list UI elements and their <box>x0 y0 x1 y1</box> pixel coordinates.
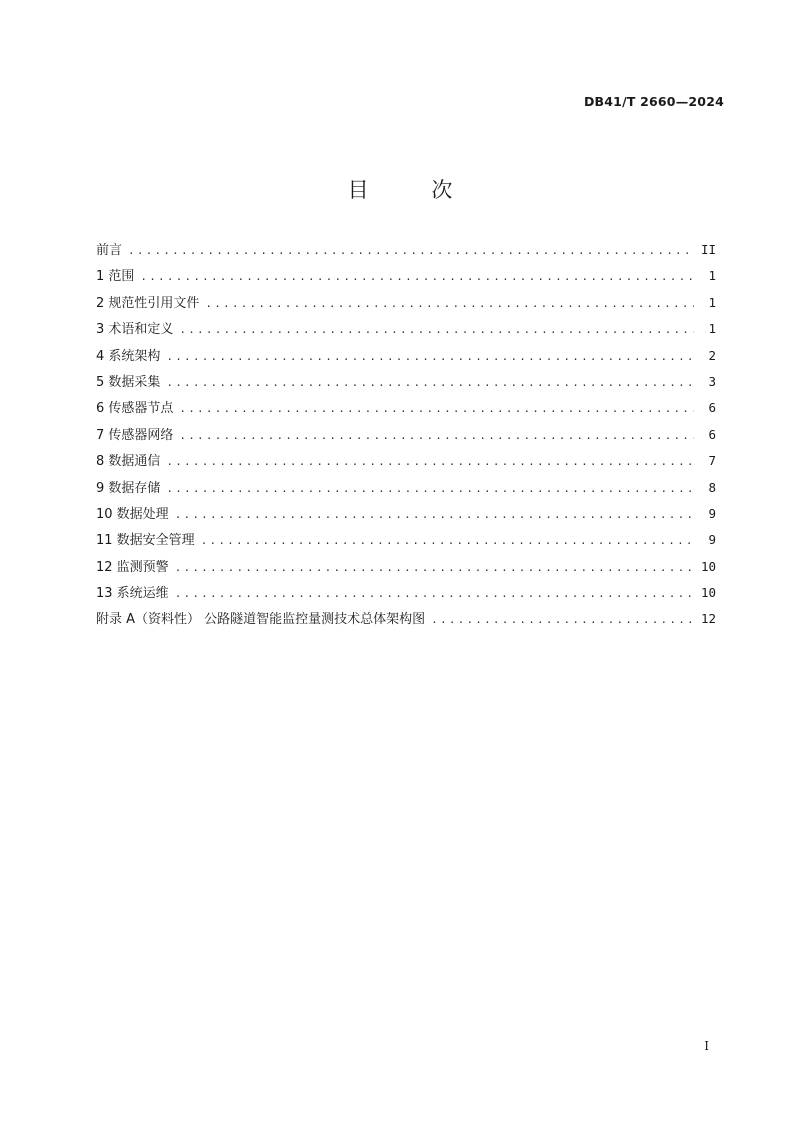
toc-entry-label: 7 传感器网络 <box>96 427 174 443</box>
toc-entry-label: 13 系统运维 <box>96 586 169 602</box>
toc-entry-9[interactable] <box>96 478 716 504</box>
toc-entry-label: 10 数据处理 <box>96 506 169 522</box>
toc-dot-leader <box>166 452 694 472</box>
toc-dot-leader <box>179 320 694 340</box>
toc-entry-2[interactable] <box>96 293 716 319</box>
toc-entry-page: 7 <box>708 453 716 469</box>
toc-entry-5[interactable] <box>96 372 716 398</box>
toc-entry-page: 1 <box>708 294 716 310</box>
toc-entry-page: 12 <box>700 611 716 627</box>
toc-entry-page: 8 <box>708 479 716 495</box>
toc-entry-page: 1 <box>708 321 716 337</box>
toc-entry-label: 9 数据存储 <box>96 480 161 496</box>
toc-entry-8[interactable] <box>96 451 716 477</box>
toc-entry-label: 2 规范性引用文件 <box>96 295 200 311</box>
toc-dot-leader <box>166 347 694 367</box>
toc-entry-page: 9 <box>708 505 716 521</box>
toc-entry-11[interactable] <box>96 530 716 556</box>
toc-dot-leader <box>166 373 694 393</box>
toc-entry-13[interactable] <box>96 583 716 609</box>
toc-entry-7[interactable] <box>96 425 716 451</box>
toc-entry-label: 1 范围 <box>96 269 135 285</box>
page-number: I <box>704 1039 709 1053</box>
toc-entry-label: 5 数据采集 <box>96 374 161 390</box>
toc-entry-label: 附录 A（资料性） 公路隧道智能监控量测技术总体架构图 <box>96 612 426 628</box>
toc-dot-leader <box>175 505 694 525</box>
toc-entry-4[interactable] <box>96 346 716 372</box>
toc-entry-6[interactable] <box>96 398 716 424</box>
document-code: DB41/T 2660—2024 <box>583 94 724 109</box>
toc-entry-page: 10 <box>700 558 716 574</box>
toc-title: 目 次 <box>347 178 481 202</box>
toc-entry-12[interactable] <box>96 557 716 583</box>
toc-dot-leader <box>175 584 693 604</box>
toc-entry-label: 12 监测预警 <box>96 559 169 575</box>
toc-dot-leader <box>179 426 694 446</box>
toc-dot-leader <box>201 531 694 551</box>
toc-entry-page: 3 <box>708 373 716 389</box>
toc-dot-leader <box>205 294 694 314</box>
toc-entry-label: 3 术语和定义 <box>96 322 174 338</box>
toc-entry-label: 6 传感器节点 <box>96 401 174 417</box>
toc-entry-page: 6 <box>708 426 716 442</box>
toc-entry-page: 9 <box>708 532 716 548</box>
toc-entry-page: 6 <box>708 400 716 416</box>
toc-entry-appendix-a[interactable] <box>96 609 716 635</box>
toc-dot-leader <box>128 241 693 261</box>
table-of-contents <box>96 240 716 636</box>
toc-entry-page: 10 <box>700 585 716 601</box>
toc-entry-page: 2 <box>708 347 716 363</box>
toc-dot-leader <box>140 267 694 287</box>
toc-entry-foreword[interactable] <box>96 240 716 266</box>
toc-entry-10[interactable] <box>96 504 716 530</box>
toc-entry-label: 8 数据通信 <box>96 454 161 470</box>
toc-dot-leader <box>431 610 693 630</box>
toc-dot-leader <box>166 479 694 499</box>
toc-entry-label: 11 数据安全管理 <box>96 533 195 549</box>
toc-dot-leader <box>179 399 694 419</box>
toc-entry-label: 前言 <box>96 243 123 258</box>
toc-entry-1[interactable] <box>96 266 716 292</box>
toc-dot-leader <box>175 558 693 578</box>
toc-entry-page: II <box>700 242 716 257</box>
toc-entry-3[interactable] <box>96 319 716 345</box>
toc-entry-label: 4 系统架构 <box>96 348 161 364</box>
toc-entry-page: 1 <box>708 268 716 284</box>
